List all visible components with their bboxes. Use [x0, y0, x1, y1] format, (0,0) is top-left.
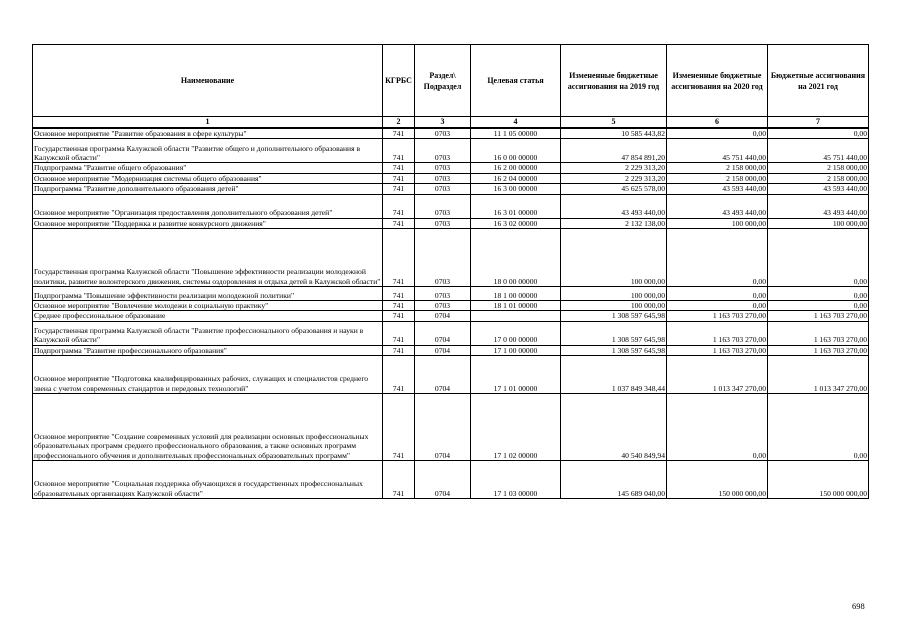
row-amount-2020: 2 158 000,00 [667, 163, 768, 173]
table-row [33, 139, 869, 163]
header-article: Целевая статья [471, 45, 561, 117]
row-amount-2021: 0,00 [768, 128, 869, 139]
row-amount-2020: 1 163 703 270,00 [667, 345, 768, 355]
row-name: Основное мероприятие "Подготовка квалифицированных рабочих, служащих и специалистов среднего звена с учетом современных стандартов и передовых технологий" [33, 356, 383, 394]
row-section: 0703 [415, 194, 471, 218]
header-2019: Измененные бюджетные ассигнования на 2019 год [561, 45, 667, 117]
row-amount-2019: 100 000,00 [561, 301, 667, 311]
column-number: 7 [768, 117, 869, 129]
budget-table [32, 44, 869, 499]
row-section: 0703 [415, 218, 471, 228]
row-kgrbs: 741 [383, 194, 415, 218]
row-amount-2021: 43 593 440,00 [768, 184, 869, 194]
header-2020: Измененные бюджетные ассигнования на 2020 год [667, 45, 768, 117]
row-name: Государственная программа Калужской области "Повышение эффективности реализации молодежной политики, развитие волонтерского движения, системы оздоровления и отдыха детей в Калужской области" [33, 229, 383, 287]
row-amount-2021: 0,00 [768, 301, 869, 311]
row-name: Основное мероприятие "Развитие образования в сфере культуры" [33, 128, 383, 139]
row-article: 16 0 00 00000 [471, 139, 561, 163]
row-name: Основное мероприятие "Социальная поддержка обучающихся в государственных профессиональных образовательных организациях Калужской области" [33, 461, 383, 499]
row-article: 16 3 00 00000 [471, 184, 561, 194]
column-number: 4 [471, 117, 561, 129]
row-amount-2021: 150 000 000,00 [768, 461, 869, 499]
row-kgrbs: 741 [383, 218, 415, 228]
row-name: Основное мероприятие "Модернизация системы общего образования" [33, 173, 383, 183]
row-name: Подпрограмма "Развитие общего образования" [33, 163, 383, 173]
row-section: 0703 [415, 139, 471, 163]
row-section: 0703 [415, 229, 471, 287]
row-amount-2019: 2 229 313,20 [561, 173, 667, 183]
row-section: 0703 [415, 128, 471, 139]
page-number: 698 [852, 601, 865, 611]
row-section: 0703 [415, 173, 471, 183]
row-amount-2019: 47 854 891,20 [561, 139, 667, 163]
row-kgrbs: 741 [383, 311, 415, 321]
table-row [33, 394, 869, 461]
row-kgrbs: 741 [383, 356, 415, 394]
table-row [33, 128, 869, 139]
row-amount-2019: 10 585 443,82 [561, 128, 667, 139]
row-amount-2021: 45 751 440,00 [768, 139, 869, 163]
row-amount-2019: 1 308 597 645,98 [561, 321, 667, 345]
column-number: 2 [383, 117, 415, 129]
row-article [471, 311, 561, 321]
row-article: 16 2 04 00000 [471, 173, 561, 183]
column-number: 3 [415, 117, 471, 129]
row-kgrbs: 741 [383, 139, 415, 163]
row-amount-2020: 0,00 [667, 229, 768, 287]
row-kgrbs: 741 [383, 321, 415, 345]
row-amount-2020: 100 000,00 [667, 218, 768, 228]
row-kgrbs: 741 [383, 461, 415, 499]
row-amount-2021: 1 163 703 270,00 [768, 345, 869, 355]
row-kgrbs: 741 [383, 128, 415, 139]
row-name: Подпрограмма "Развитие дополнительного образования детей" [33, 184, 383, 194]
row-article: 17 1 03 00000 [471, 461, 561, 499]
table-row [33, 461, 869, 499]
row-name: Основное мероприятие "Поддержка и развитие конкурсного движения" [33, 218, 383, 228]
row-section: 0704 [415, 461, 471, 499]
row-amount-2020: 0,00 [667, 128, 768, 139]
row-article: 16 3 01 00000 [471, 194, 561, 218]
column-number: 5 [561, 117, 667, 129]
table-row [33, 163, 869, 173]
row-amount-2020: 0,00 [667, 394, 768, 461]
row-kgrbs: 741 [383, 173, 415, 183]
row-amount-2020: 1 013 347 270,00 [667, 356, 768, 394]
table-row [33, 321, 869, 345]
row-kgrbs: 741 [383, 345, 415, 355]
row-amount-2020: 1 163 703 270,00 [667, 311, 768, 321]
table-row [33, 184, 869, 194]
row-amount-2021: 1 163 703 270,00 [768, 321, 869, 345]
table-row [33, 229, 869, 287]
row-amount-2020: 43 593 440,00 [667, 184, 768, 194]
row-article: 11 1 05 00000 [471, 128, 561, 139]
column-number-row [33, 117, 869, 129]
row-kgrbs: 741 [383, 184, 415, 194]
row-section: 0703 [415, 163, 471, 173]
row-amount-2021: 1 013 347 270,00 [768, 356, 869, 394]
row-amount-2021: 2 158 000,00 [768, 173, 869, 183]
row-amount-2021: 0,00 [768, 229, 869, 287]
row-name: Основное мероприятие "Создание современных условий для реализации основных профессиональных образовательных программ среднего профессионального образования, а также основных программ профессионального обучения и дополнительных профессиональных образовательных программ" [33, 394, 383, 461]
row-kgrbs: 741 [383, 301, 415, 311]
row-name: Среднее профессиональное образование [33, 311, 383, 321]
row-section: 0704 [415, 356, 471, 394]
row-article: 17 0 00 00000 [471, 321, 561, 345]
row-name: Подпрограмма "Развитие профессионального образования" [33, 345, 383, 355]
row-section: 0703 [415, 287, 471, 301]
row-kgrbs: 741 [383, 394, 415, 461]
row-name: Основное мероприятие "Организация предоставления дополнительного образования детей" [33, 194, 383, 218]
row-article: 17 1 00 00000 [471, 345, 561, 355]
row-section: 0704 [415, 311, 471, 321]
column-number: 1 [33, 117, 383, 129]
row-name: Основное мероприятие "Вовлечение молодежи в социальную практику" [33, 301, 383, 311]
table-row [33, 218, 869, 228]
row-amount-2020: 0,00 [667, 301, 768, 311]
row-article: 17 1 01 00000 [471, 356, 561, 394]
row-amount-2019: 100 000,00 [561, 229, 667, 287]
header-row [33, 45, 869, 117]
row-article: 16 3 02 00000 [471, 218, 561, 228]
row-amount-2020: 45 751 440,00 [667, 139, 768, 163]
row-amount-2019: 2 132 138,00 [561, 218, 667, 228]
row-amount-2021: 43 493 440,00 [768, 194, 869, 218]
row-article: 18 1 00 00000 [471, 287, 561, 301]
table-row [33, 301, 869, 311]
row-amount-2021: 2 158 000,00 [768, 163, 869, 173]
row-name: Государственная программа Калужской области "Развитие общего и дополнительного образования в Калужской области" [33, 139, 383, 163]
table-row [33, 173, 869, 183]
row-amount-2020: 2 158 000,00 [667, 173, 768, 183]
row-section: 0704 [415, 321, 471, 345]
row-name: Подпрограмма "Повышение эффективности реализации молодежной политики" [33, 287, 383, 301]
table-row [33, 356, 869, 394]
row-amount-2020: 43 493 440,00 [667, 194, 768, 218]
header-2021: Бюджетные ассигнования на 2021 год [768, 45, 869, 117]
row-amount-2019: 145 689 040,00 [561, 461, 667, 499]
row-amount-2021: 0,00 [768, 394, 869, 461]
column-number: 6 [667, 117, 768, 129]
row-section: 0703 [415, 184, 471, 194]
row-section: 0704 [415, 394, 471, 461]
row-amount-2021: 100 000,00 [768, 218, 869, 228]
row-kgrbs: 741 [383, 163, 415, 173]
row-amount-2020: 1 163 703 270,00 [667, 321, 768, 345]
row-article: 17 1 02 00000 [471, 394, 561, 461]
table-row [33, 311, 869, 321]
table-row [33, 345, 869, 355]
row-amount-2020: 150 000 000,00 [667, 461, 768, 499]
row-amount-2019: 1 308 597 645,98 [561, 345, 667, 355]
row-article: 16 2 00 00000 [471, 163, 561, 173]
row-amount-2019: 100 000,00 [561, 287, 667, 301]
row-article: 18 0 00 00000 [471, 229, 561, 287]
row-amount-2020: 0,00 [667, 287, 768, 301]
row-amount-2019: 43 493 440,00 [561, 194, 667, 218]
header-section: Раздел\ Подраздел [415, 45, 471, 117]
row-amount-2019: 40 540 849,94 [561, 394, 667, 461]
table-row [33, 194, 869, 218]
header-name: Наименование [33, 45, 383, 117]
row-amount-2019: 1 308 597 645,98 [561, 311, 667, 321]
table-row [33, 287, 869, 301]
row-article: 18 1 01 00000 [471, 301, 561, 311]
row-amount-2021: 1 163 703 270,00 [768, 311, 869, 321]
row-amount-2019: 2 229 313,20 [561, 163, 667, 173]
row-section: 0703 [415, 301, 471, 311]
row-amount-2019: 45 625 578,00 [561, 184, 667, 194]
header-kgrbs: КГРБС [383, 45, 415, 117]
row-amount-2019: 1 037 849 348,44 [561, 356, 667, 394]
row-kgrbs: 741 [383, 287, 415, 301]
row-name: Государственная программа Калужской области "Развитие профессионального образования и науки в Калужской области" [33, 321, 383, 345]
row-section: 0704 [415, 345, 471, 355]
row-kgrbs: 741 [383, 229, 415, 287]
row-amount-2021: 0,00 [768, 287, 869, 301]
